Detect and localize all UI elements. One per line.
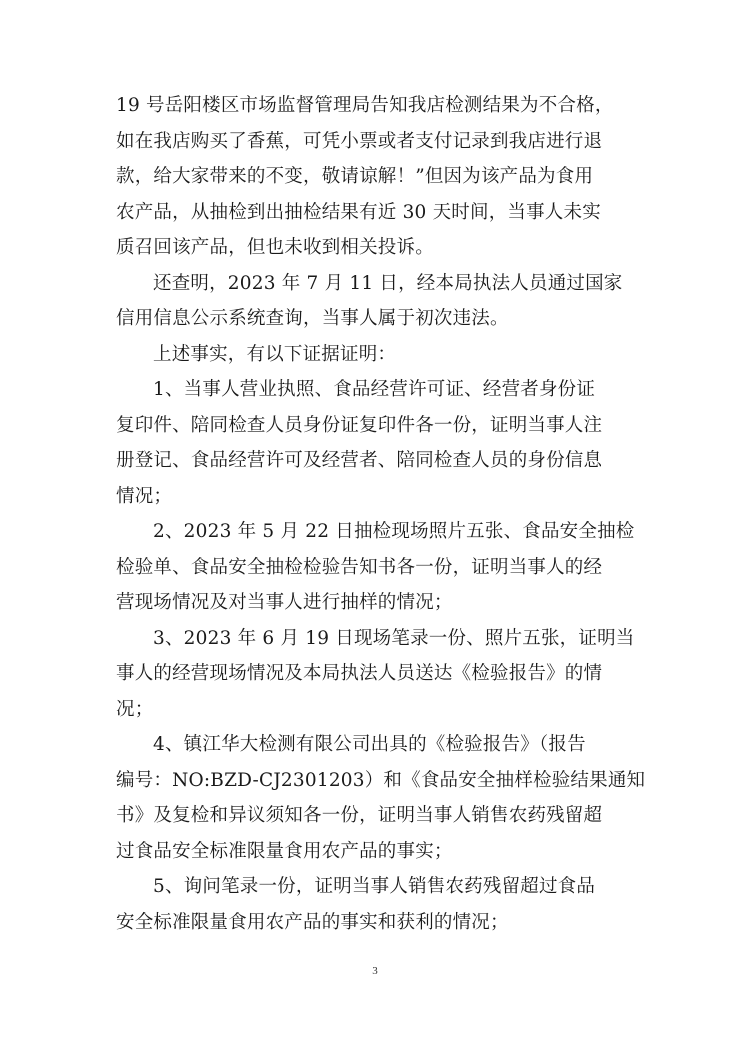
document-body: [116, 88, 646, 940]
text-line: 信用信息公示系统查询，当事人属于初次违法。: [116, 308, 509, 329]
text-line: 编号：NO:BZD-CJ2301203）和《食品安全抽样检验结果通知: [116, 769, 646, 791]
text-line: 农产品，从抽检到出抽检结果有近 30 天时间，当事人未实: [116, 201, 601, 223]
text-line: 事人的经营现场情况及本局执法人员送达《检验报告》的情: [116, 663, 603, 684]
paragraph-evidence-intro: [116, 337, 636, 373]
text-line: 还查明，2023 年 7 月 11 日，经本局执法人员通过国家: [153, 272, 623, 294]
text-line: 安全标准限量食用农产品的事实和获利的情况；: [116, 911, 509, 933]
paragraph-notice-continuation: [116, 88, 636, 266]
text-line: 营现场情况及对当事人进行抽样的情况；: [116, 592, 453, 613]
text-line: 情况；: [116, 485, 173, 507]
paragraph-evidence-3: [116, 621, 636, 728]
text-line: 1、当事人营业执照、食品经营许可证、经营者身份证: [153, 379, 596, 400]
text-line: 过食品安全标准限量食用农产品的事实；: [116, 840, 453, 862]
text-line: 3、2023 年 6 月 19 日现场笔录一份、照片五张，证明当: [153, 627, 635, 649]
paragraph-evidence-2: [116, 514, 636, 621]
text-line: 4、镇江华大检测有限公司出具的《检验报告》（报告: [153, 734, 586, 755]
text-line: 复印件、陪同检查人员身份证复印件各一份，证明当事人注: [116, 414, 603, 436]
paragraph-evidence-1: [116, 372, 636, 514]
paragraph-evidence-5: [116, 869, 636, 940]
text-line: 上述事实，有以下证据证明：: [153, 343, 397, 365]
paragraph-evidence-4: [116, 727, 646, 869]
text-line: 质召回该产品，但也未收到相关投诉。: [116, 237, 434, 258]
text-line: 如在我店购买了香蕉，可凭小票或者支付记录到我店进行退: [116, 130, 603, 152]
text-line: 款，给大家带来的不变，敬请谅解！”但因为该产品为食用: [116, 166, 594, 187]
text-line: 册登记、食品经营许可及经营者、陪同检查人员的身份信息: [116, 450, 603, 471]
paragraph-further-findings: [116, 266, 636, 337]
text-line: 检验单、食品安全抽检检验告知书各一份，证明当事人的经: [116, 556, 603, 578]
text-line: 况；: [116, 698, 154, 720]
text-line: 2、2023 年 5 月 22 日抽检现场照片五张、食品安全抽检: [153, 521, 635, 542]
text-line: 5、询问笔录一份，证明当事人销售农药残留超过食品: [153, 876, 596, 897]
text-line: 19 号岳阳楼区市场监督管理局告知我店检测结果为不合格，: [116, 95, 614, 116]
text-line: 书》及复检和异议须知各一份，证明当事人销售农药残留超: [116, 805, 603, 826]
page-number: 3: [372, 965, 378, 977]
